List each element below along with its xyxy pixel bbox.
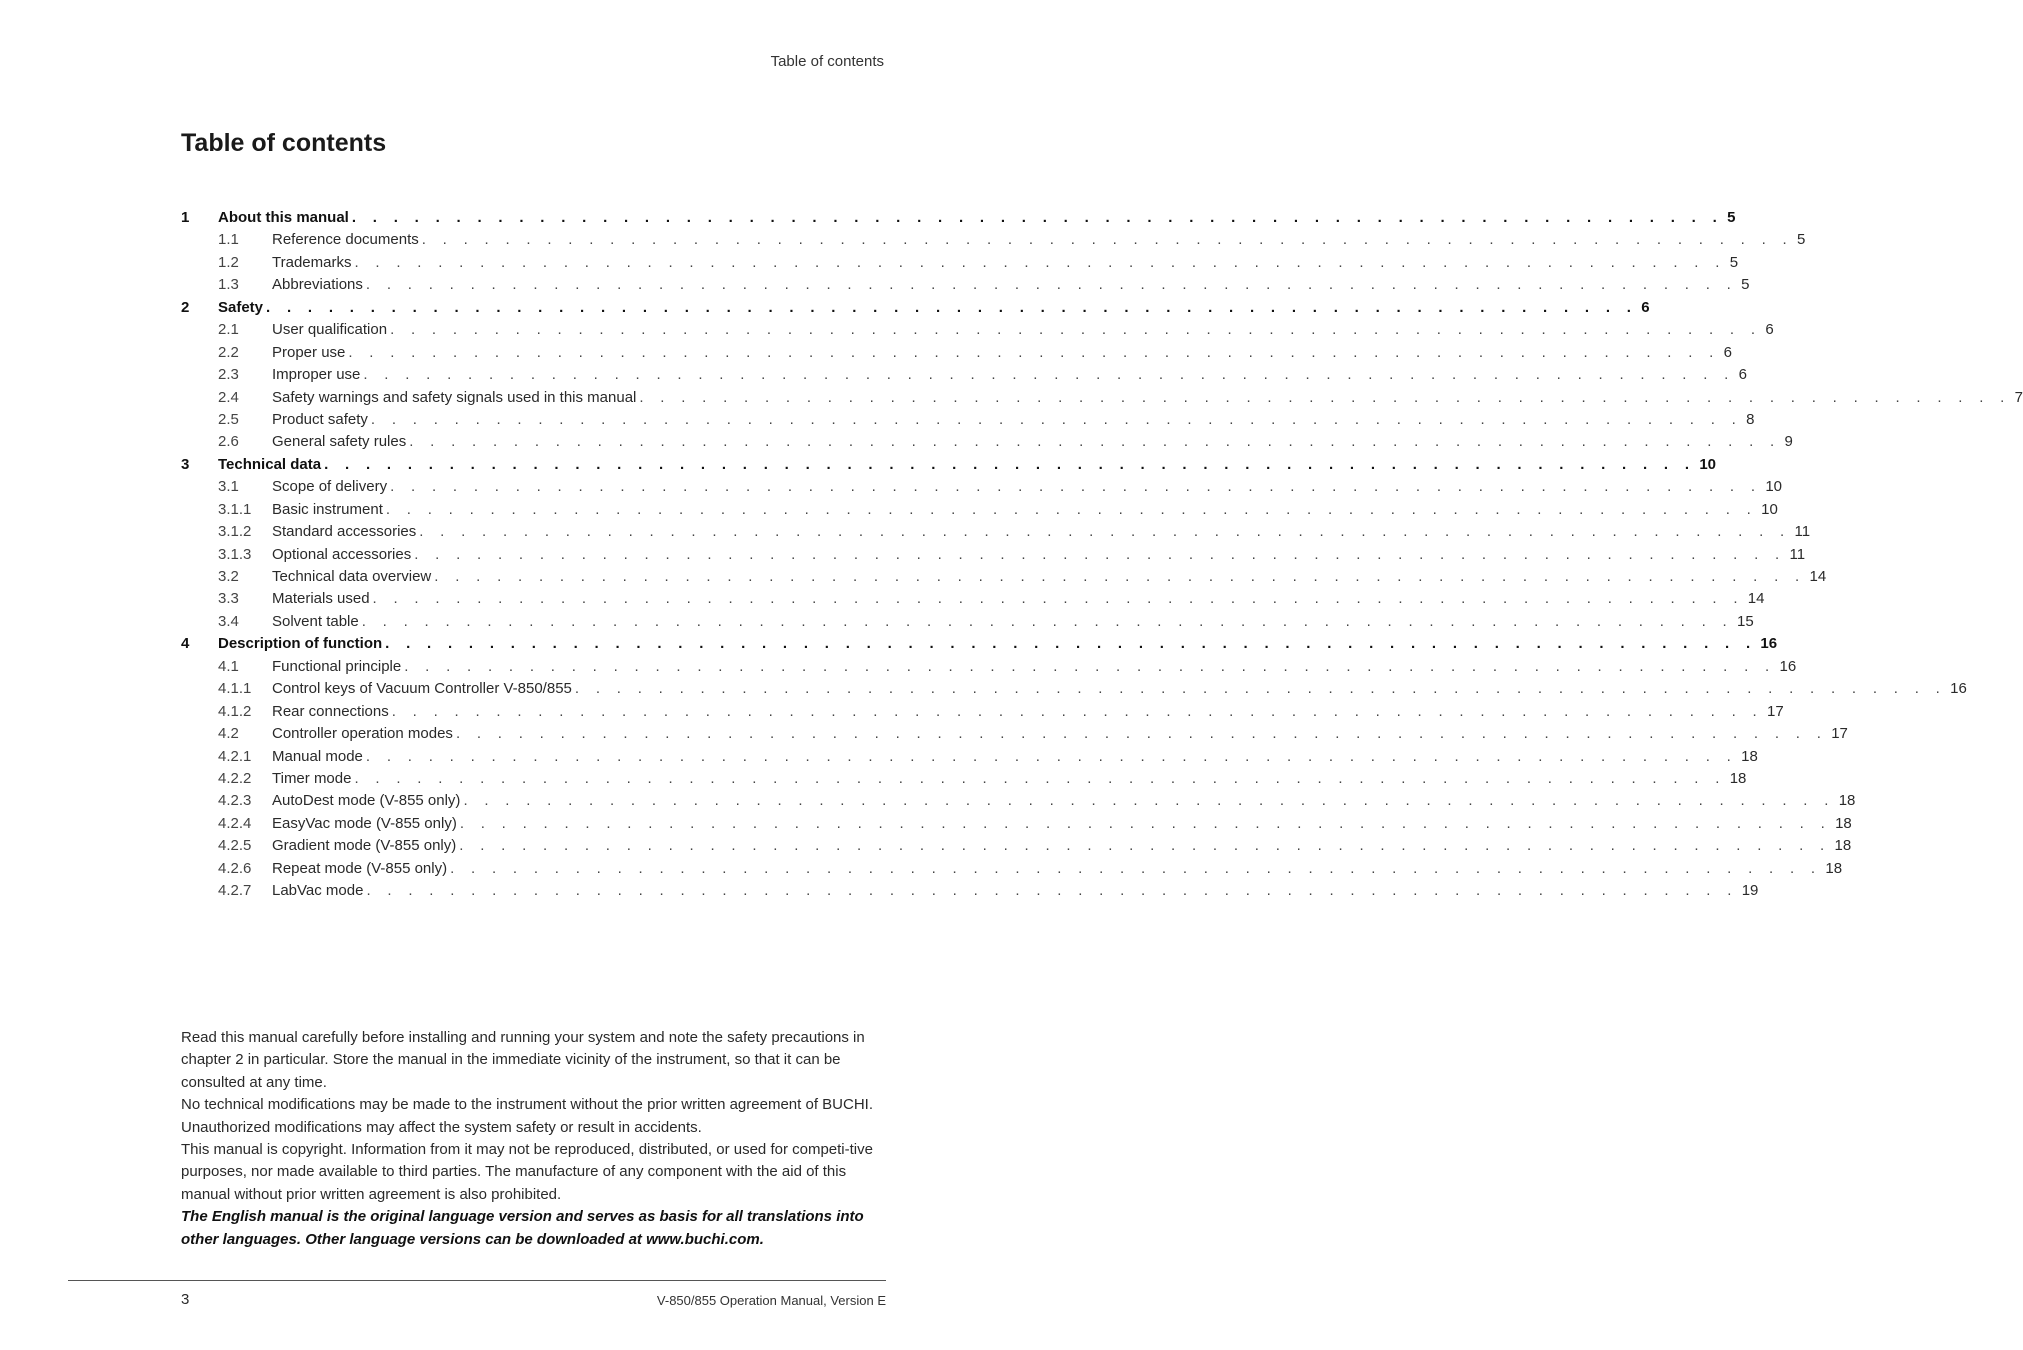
toc-dot-leader: . . . . . . . . . . . . . . . . . . . . . . . . . . . . . . . . . . . . . . . . . . . . . . . . . . . . . . . . . . . . . . . . . . [351, 209, 1724, 226]
toc-entry-page: 18 [1835, 814, 1852, 832]
language-note: The English manual is the original language version and serves as basis for all translations into other languages. Other language versions can be downloaded at www.buchi.com. [181, 1208, 864, 1248]
toc-section-entry[interactable] [181, 409, 1755, 431]
toc-entry-number: 4.1.1 [218, 680, 252, 698]
toc-dot-leader: . . . . . . . . . . . . . . . . . . . . . . . . . . . . . . . . . . . . . . . . . . . . . . . . . . . . . . . . . . . . . . . . . . [419, 523, 1791, 541]
toc-entry-number: 3.1.2 [218, 523, 252, 541]
toc-section-entry[interactable] [181, 387, 2023, 409]
toc-entry-number: 4 [181, 635, 190, 653]
toc-entry-page: 18 [1838, 792, 1856, 810]
toc-chapter-entry[interactable] [181, 454, 1717, 476]
toc-entry-page: 17 [1766, 702, 1784, 720]
toc-entry-page: 11 [1794, 523, 1811, 541]
toc-entry-page: 6 [1765, 321, 1774, 339]
toc-entry-title: Standard accessories [272, 523, 417, 541]
toc-dot-leader: . . . . . . . . . . . . . . . . . . . . . . . . . . . . . . . . . . . . . . . . . . . . . . . . . . . . . . . . . . . . . . . . . . [390, 478, 1762, 496]
toc-entry-page: 18 [1741, 747, 1758, 765]
toc-entry-title: EasyVac mode (V-855 only) [272, 814, 457, 832]
toc-entry-title: User qualification [272, 321, 388, 339]
toc-dot-leader: . . . . . . . . . . . . . . . . . . . . . . . . . . . . . . . . . . . . . . . . . . . . . . . . . . . . . . . . . . . . . . . . . . [348, 343, 1720, 361]
toc-section-entry[interactable] [181, 274, 1750, 296]
toc-dot-leader: . . . . . . . . . . . . . . . . . . . . . . . . . . . . . . . . . . . . . . . . . . . . . . . . . . . . . . . . . . . . . . . . . . [459, 837, 1831, 855]
toc-entry-number: 4.2.2 [218, 769, 252, 787]
toc-section-entry[interactable] [181, 588, 1765, 610]
toc-entry-page: 6 [1723, 343, 1732, 361]
toc-entry-title: Safety [218, 298, 264, 316]
toc-dot-leader: . . . . . . . . . . . . . . . . . . . . . . . . . . . . . . . . . . . . . . . . . . . . . . . . . . . . . . . . . . . . . . . . . . [459, 814, 1832, 832]
toc-dot-leader: . . . . . . . . . . . . . . . . . . . . . . . . . . . . . . . . . . . . . . . . . . . . . . . . . . . . . . . . . . . . . . . . . . [366, 882, 1738, 900]
toc-entry-page: 19 [1741, 882, 1759, 900]
running-header: Table of contents [770, 53, 884, 70]
toc-section-entry[interactable] [181, 229, 1806, 251]
toc-entry-title: Safety warnings and safety signals used in this manual [272, 388, 637, 406]
toc-entry-number: 4.1 [218, 657, 239, 675]
toc-entry-title: Control keys of Vacuum Controller V-850/855 [272, 680, 572, 698]
toc-entry-number: 1.2 [218, 253, 239, 271]
toc-entry-title: Description of function [218, 635, 383, 653]
toc-section-entry[interactable] [181, 790, 1856, 812]
toc-entry-page: 9 [1784, 433, 1793, 451]
toc-dot-leader: . . . . . . . . . . . . . . . . . . . . . . . . . . . . . . . . . . . . . . . . . . . . . . . . . . . . . . . . . . . . . . . . . . [450, 859, 1822, 877]
intro-paragraph-safety: Read this manual carefully before installing and running your system and note the safety precautions in chapter 2 in particular. Store the manual in the immediate vicinity of the instrument, so that it can be consulted at any time. [181, 1029, 865, 1091]
toc-entry-number: 3.1 [218, 478, 239, 496]
toc-entry-number: 2.4 [218, 388, 239, 406]
toc-entry-title: Product safety [272, 410, 368, 428]
toc-entry-title: About this manual [218, 209, 349, 226]
toc-chapter-entry[interactable] [181, 207, 1736, 229]
toc-entry-page: 6 [1641, 298, 1650, 316]
toc-dot-leader: . . . . . . . . . . . . . . . . . . . . . . . . . . . . . . . . . . . . . . . . . . . . . . . . . . . . . . . . . . . . . . . . . . [390, 321, 1762, 339]
toc-entry-number: 4.2.4 [218, 814, 252, 832]
toc-entry-page: 8 [1746, 410, 1755, 428]
toc-section-entry[interactable] [181, 723, 1848, 745]
toc-dot-leader: . . . . . . . . . . . . . . . . . . . . . . . . . . . . . . . . . . . . . . . . . . . . . . . . . . . . . . . . . . . . . . . . . . [434, 568, 1806, 585]
toc-entry-page: 18 [1825, 859, 1843, 877]
toc-entry-title: Technical data overview [272, 568, 432, 585]
toc-dot-leader: . . . . . . . . . . . . . . . . . . . . . . . . . . . . . . . . . . . . . . . . . . . . . . . . . . . . . . . . . . . . . . . . . . [324, 455, 1696, 473]
toc-entry-page: 5 [1729, 253, 1739, 271]
toc-entry-number: 1.3 [218, 276, 239, 294]
toc-entry-title: General safety rules [272, 433, 407, 451]
toc-section-entry[interactable] [181, 431, 1793, 453]
toc-entry-number: 4.2.1 [218, 747, 252, 765]
toc-section-entry[interactable] [181, 319, 1774, 341]
toc-entry-title: Abbreviations [272, 276, 363, 294]
toc-entry-page: 16 [1779, 657, 1797, 675]
toc-entry-page: 11 [1789, 545, 1806, 563]
toc-entry-title: Reference documents [272, 231, 419, 249]
toc-dot-leader: . . . . . . . . . . . . . . . . . . . . . . . . . . . . . . . . . . . . . . . . . . . . . . . . . . . . . . . . . . . . . . . . . . [463, 792, 1835, 810]
toc-section-entry[interactable] [181, 611, 1754, 633]
toc-entry-title: Proper use [272, 343, 346, 361]
toc-entry-page: 5 [1727, 209, 1736, 226]
toc-entry-page: 18 [1834, 837, 1852, 855]
toc-entry-page: 5 [1741, 276, 1750, 294]
toc-chapter-entry[interactable] [181, 297, 1650, 319]
page-title: Table of contents [181, 129, 387, 157]
toc-entry-page: 14 [1747, 590, 1765, 608]
toc-section-entry[interactable] [181, 364, 1747, 386]
toc-dot-leader: . . . . . . . . . . . . . . . . . . . . . . . . . . . . . . . . . . . . . . . . . . . . . . . . . . . . . . . . . . . . . . . . . . [414, 545, 1786, 563]
toc-entry-title: Optional accessories [272, 545, 412, 563]
toc-entry-title: Controller operation modes [272, 725, 453, 743]
toc-section-entry[interactable] [181, 521, 1811, 543]
toc-entry-page: 14 [1809, 568, 1827, 585]
toc-section-entry[interactable] [181, 858, 1843, 880]
toc-dot-leader: . . . . . . . . . . . . . . . . . . . . . . . . . . . . . . . . . . . . . . . . . . . . . . . . . . . . . . . . . . . . . . . . . . [385, 635, 1757, 653]
toc-section-entry[interactable] [181, 499, 1778, 521]
toc-entry-page: 17 [1831, 725, 1848, 743]
toc-dot-leader: . . . . . . . . . . . . . . . . . . . . . . . . . . . . . . . . . . . . . . . . . . . . . . . . . . . . . . . . . . . . . . . . . . [574, 680, 1947, 698]
toc-entry-number: 4.2.6 [218, 859, 252, 877]
toc-section-entry[interactable] [181, 835, 1852, 857]
toc-section-entry[interactable] [181, 880, 1759, 902]
toc-dot-leader: . . . . . . . . . . . . . . . . . . . . . . . . . . . . . . . . . . . . . . . . . . . . . . . . . . . . . . . . . . . . . . . . . . [639, 388, 2011, 406]
toc-entry-title: Repeat mode (V-855 only) [272, 859, 448, 877]
toc-entry-number: 3 [181, 455, 190, 473]
toc-section-entry[interactable] [181, 746, 1758, 768]
toc-entry-number: 3.3 [218, 590, 239, 608]
toc-dot-leader: . . . . . . . . . . . . . . . . . . . . . . . . . . . . . . . . . . . . . . . . . . . . . . . . . . . . . . . . . . . . . . . . . . [409, 433, 1781, 451]
toc-entry-number: 3.1.3 [218, 545, 252, 563]
toc-entry-page: 16 [1760, 635, 1778, 653]
toc-dot-leader: . . . . . . . . . . . . . . . . . . . . . . . . . . . . . . . . . . . . . . . . . . . . . . . . . . . . . . . . . . . . . . . . . . [391, 702, 1763, 720]
toc-dot-leader: . . . . . . . . . . . . . . . . . . . . . . . . . . . . . . . . . . . . . . . . . . . . . . . . . . . . . . . . . . . . . . . . . . [370, 410, 1743, 428]
toc-section-entry[interactable] [181, 656, 1797, 678]
toc-entry-page: 10 [1699, 455, 1717, 473]
toc-section-entry[interactable] [181, 768, 1747, 790]
toc-dot-leader: . . . . . . . . . . . . . . . . . . . . . . . . . . . . . . . . . . . . . . . . . . . . . . . . . . . . . . . . . . . . . . . . . . [354, 769, 1726, 787]
toc-dot-leader: . . . . . . . . . . . . . . . . . . . . . . . . . . . . . . . . . . . . . . . . . . . . . . . . . . . . . . . . . . . . . . . . . . [404, 657, 1776, 675]
toc-entry-title: Rear connections [272, 702, 389, 720]
toc-entry-page: 10 [1761, 500, 1778, 518]
toc-entry-number: 3.2 [218, 568, 239, 585]
toc-entry-page: 7 [2014, 388, 2023, 406]
table-of-contents [181, 207, 2023, 903]
footer-divider [68, 1280, 886, 1281]
intro-paragraph-copyright: This manual is copyright. Information from it may not be reproduced, distributed, or used for competi-tive purposes, nor made available to third parties. The manufacture of any component with the aid of this manual without prior written agreement is also prohibited. [181, 1141, 873, 1203]
toc-entry-number: 4.2.3 [218, 792, 252, 810]
toc-dot-leader: . . . . . . . . . . . . . . . . . . . . . . . . . . . . . . . . . . . . . . . . . . . . . . . . . . . . . . . . . . . . . . . . . . [421, 231, 1793, 249]
toc-entry-number: 2.1 [218, 321, 239, 339]
toc-entry-number: 4.2.5 [218, 837, 252, 855]
toc-entry-number: 3.1.1 [218, 500, 252, 518]
toc-entry-title: LabVac mode [272, 882, 364, 900]
toc-entry-title: Scope of delivery [272, 478, 388, 496]
toc-section-entry[interactable] [181, 342, 1732, 364]
toc-dot-leader: . . . . . . . . . . . . . . . . . . . . . . . . . . . . . . . . . . . . . . . . . . . . . . . . . . . . . . . . . . . . . . . . . . [354, 253, 1726, 271]
toc-section-entry[interactable] [181, 813, 1852, 835]
toc-entry-title: Timer mode [272, 769, 352, 787]
toc-entry-number: 4.2.7 [218, 882, 252, 900]
toc-dot-leader: . . . . . . . . . . . . . . . . . . . . . . . . . . . . . . . . . . . . . . . . . . . . . . . . . . . . . . . . . . . . . . . . . . [363, 366, 1735, 384]
intro-text [181, 1027, 886, 1251]
toc-section-entry[interactable] [181, 678, 1967, 700]
toc-entry-page: 10 [1765, 478, 1783, 496]
toc-entry-number: 2.5 [218, 410, 239, 428]
toc-entry-number: 2 [181, 298, 190, 316]
toc-entry-title: Functional principle [272, 657, 402, 675]
toc-entry-title: Manual mode [272, 747, 363, 765]
toc-entry-page: 16 [1950, 680, 1967, 698]
toc-entry-number: 2.3 [218, 366, 239, 384]
toc-entry-page: 6 [1738, 366, 1747, 384]
toc-dot-leader: . . . . . . . . . . . . . . . . . . . . . . . . . . . . . . . . . . . . . . . . . . . . . . . . . . . . . . . . . . . . . . . . . . [455, 725, 1828, 743]
toc-entry-title: Gradient mode (V-855 only) [272, 837, 457, 855]
toc-dot-leader: . . . . . . . . . . . . . . . . . . . . . . . . . . . . . . . . . . . . . . . . . . . . . . . . . . . . . . . . . . . . . . . . . . [372, 590, 1744, 608]
toc-entry-number: 1 [181, 209, 190, 226]
toc-entry-title: Materials used [272, 590, 370, 608]
toc-entry-page: 15 [1736, 612, 1754, 630]
toc-entry-title: Trademarks [272, 253, 352, 271]
toc-section-entry[interactable] [181, 701, 1784, 723]
toc-entry-number: 4.1.2 [218, 702, 252, 720]
toc-dot-leader: . . . . . . . . . . . . . . . . . . . . . . . . . . . . . . . . . . . . . . . . . . . . . . . . . . . . . . . . . . . . . . . . . . [385, 500, 1758, 518]
toc-entry-title: Improper use [272, 366, 361, 384]
toc-entry-title: Basic instrument [272, 500, 383, 518]
toc-entry-number: 2.2 [218, 343, 239, 361]
toc-dot-leader: . . . . . . . . . . . . . . . . . . . . . . . . . . . . . . . . . . . . . . . . . . . . . . . . . . . . . . . . . . . . . . . . . . [365, 276, 1738, 294]
toc-entry-title: Solvent table [272, 612, 359, 630]
toc-dot-leader: . . . . . . . . . . . . . . . . . . . . . . . . . . . . . . . . . . . . . . . . . . . . . . . . . . . . . . . . . . . . . . . . . . [365, 747, 1738, 765]
toc-entry-number: 4.2 [218, 725, 239, 743]
toc-section-entry[interactable] [181, 566, 1827, 588]
toc-entry-number: 1.1 [218, 231, 239, 249]
toc-entry-title: Technical data [218, 455, 322, 473]
toc-section-entry[interactable] [181, 544, 1806, 566]
intro-paragraph-modifications: No technical modifications may be made to the instrument without the prior written agreement of BUCHI. Unauthorized modifications may affect the system safety or result in accidents. [181, 1096, 873, 1136]
toc-entry-page: 18 [1729, 769, 1747, 787]
toc-section-entry[interactable] [181, 476, 1783, 498]
toc-chapter-entry[interactable] [181, 633, 1778, 655]
toc-entry-number: 2.6 [218, 433, 239, 451]
toc-entry-number: 3.4 [218, 612, 239, 630]
page-number: 3 [181, 1291, 190, 1308]
toc-dot-leader: . . . . . . . . . . . . . . . . . . . . . . . . . . . . . . . . . . . . . . . . . . . . . . . . . . . . . . . . . . . . . . . . . . [266, 298, 1638, 316]
toc-entry-title: AutoDest mode (V-855 only) [272, 792, 461, 810]
toc-dot-leader: . . . . . . . . . . . . . . . . . . . . . . . . . . . . . . . . . . . . . . . . . . . . . . . . . . . . . . . . . . . . . . . . . . [361, 612, 1733, 630]
toc-entry-page: 5 [1797, 231, 1806, 249]
footer-document-title: V-850/855 Operation Manual, Version E [656, 1293, 886, 1308]
toc-section-entry[interactable] [181, 252, 1739, 274]
